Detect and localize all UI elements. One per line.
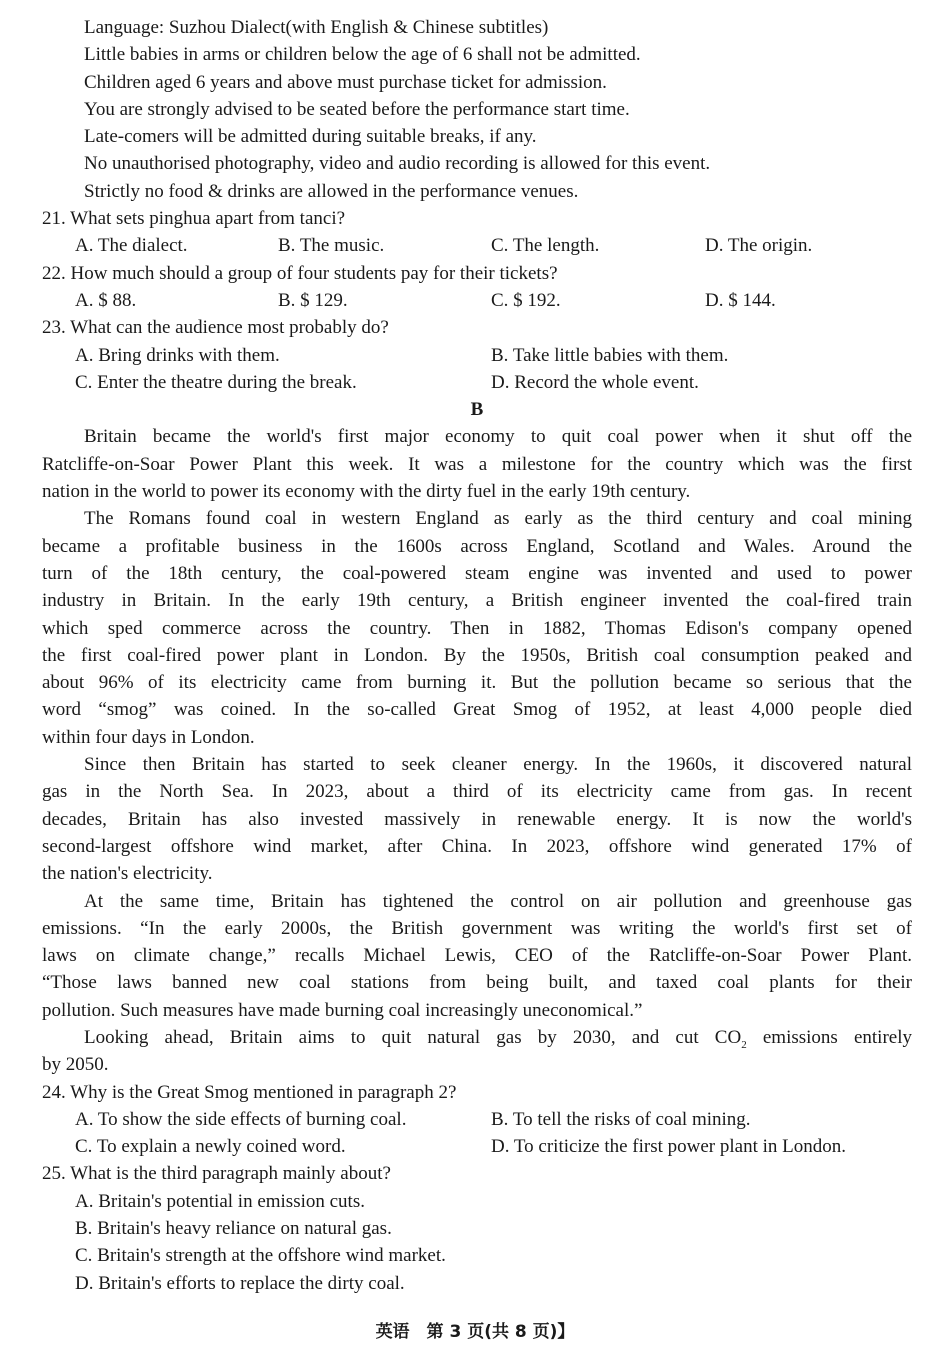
- passage-line: The Romans found coal in western England as early as the third century and coal mining: [84, 508, 912, 530]
- option-d: D. The origin.: [705, 235, 813, 257]
- option-c: C. The length.: [491, 235, 600, 257]
- passage-line: the first coal-fired power plant in London. By the 1950s, British coal consumption peaked and: [42, 644, 912, 666]
- passage-line: about 96% of its electricity came from burning it. But the pollution became so serious that the: [42, 672, 912, 694]
- passage-line: industry in Britain. In the early 19th century, a British engineer invented the coal-fired train: [42, 590, 912, 612]
- page-footer: 英语 第 3 页(共 8 页)】: [375, 1322, 575, 1342]
- question-24-options: [42, 1106, 912, 1133]
- passage-line: word “smog” was coined. In the so-called Great Smog of 1952, at least 4,000 people died: [42, 699, 912, 721]
- passage-line: nation in the world to power its economy with the dirty fuel in the early 19th century.: [42, 481, 691, 503]
- option-b: B. $ 129.: [278, 289, 348, 311]
- option-a: A. Britain's potential in emission cuts.: [75, 1190, 365, 1212]
- passage-line: “Those laws banned new coal stations from being built, and taxed coal plants for their: [42, 972, 912, 994]
- option-c: C. $ 192.: [491, 289, 561, 311]
- question-22-options: [42, 287, 912, 314]
- passage-line: Since then Britain has started to seek cleaner energy. In the 1960s, it discovered natural: [84, 754, 912, 776]
- passage-line: laws on climate change,” recalls Michael Lewis, CEO of the Ratcliffe-on-Soar Power Plant.: [42, 945, 912, 967]
- question-21-stem: 21. What sets pinghua apart from tanci?: [42, 208, 346, 230]
- option-a: A. The dialect.: [75, 235, 188, 257]
- option-a: A. To show the side effects of burning coal.: [75, 1108, 407, 1130]
- option-b: B. Britain's heavy reliance on natural gas.: [75, 1218, 392, 1240]
- info-line: You are strongly advised to be seated before the performance start time.: [84, 98, 630, 120]
- option-d: D. Britain's efforts to replace the dirty coal.: [75, 1272, 405, 1294]
- passage-line: turn of the 18th century, the coal-powered steam engine was invented and used to power: [42, 562, 912, 584]
- exam-page: [42, 14, 912, 1297]
- info-line: No unauthorised photography, video and audio recording is allowed for this event.: [84, 153, 711, 175]
- option-b: B. Take little babies with them.: [491, 344, 729, 366]
- question-22-stem: 22. How much should a group of four students pay for their tickets?: [42, 262, 558, 284]
- question-21-options: [42, 232, 912, 259]
- option-c: C. Britain's strength at the offshore wind market.: [75, 1245, 446, 1267]
- passage-line: pollution. Such measures have made burning coal increasingly uneconomical.”: [42, 999, 643, 1021]
- passage-line: decades, Britain has also invested massively in renewable energy. It is now the world's: [42, 808, 912, 830]
- passage-line-co2: [42, 1024, 912, 1051]
- section-heading: B: [470, 399, 484, 421]
- option-b: B. To tell the risks of coal mining.: [491, 1108, 751, 1130]
- co2-text-before: Looking ahead, Britain aims to quit natural gas by 2030, and cut CO: [84, 1026, 742, 1048]
- co2-subscript: 2: [741, 1038, 747, 1051]
- question-23-options: [42, 369, 912, 396]
- passage-line: Ratcliffe-on-Soar Power Plant this week. It was a milestone for the country which was the first: [42, 453, 912, 475]
- option-a: A. Bring drinks with them.: [75, 344, 280, 366]
- option-d: D. To criticize the first power plant in London.: [491, 1136, 847, 1158]
- passage-line: within four days in London.: [42, 726, 255, 748]
- passage-line: gas in the North Sea. In 2023, about a third of its electricity came from gas. In recent: [42, 781, 912, 803]
- passage-line: Britain became the world's first major economy to quit coal power when it shut off the: [84, 426, 912, 448]
- passage-line: became a profitable business in the 1600s across England, Scotland and Wales. Around the: [42, 535, 912, 557]
- passage-line: the nation's electricity.: [42, 863, 213, 885]
- option-a: A. $ 88.: [75, 289, 137, 311]
- passage-line: which sped commerce across the country. Then in 1882, Thomas Edison's company opened: [42, 617, 912, 639]
- passage-line: second-largest offshore wind market, after China. In 2023, offshore wind generated 17% of: [42, 835, 912, 857]
- question-25-stem: 25. What is the third paragraph mainly about?: [42, 1163, 391, 1185]
- info-line: Strictly no food & drinks are allowed in the performance venues.: [84, 180, 579, 202]
- info-line: Late-comers will be admitted during suitable breaks, if any.: [84, 126, 537, 148]
- passage-line: At the same time, Britain has tightened the control on air pollution and greenhouse gas: [84, 890, 912, 912]
- info-line: Children aged 6 years and above must purchase ticket for admission.: [84, 71, 607, 93]
- question-24-stem: 24. Why is the Great Smog mentioned in paragraph 2?: [42, 1081, 457, 1103]
- question-23-stem: 23. What can the audience most probably do?: [42, 317, 389, 339]
- passage-line: emissions. “In the early 2000s, the British government was writing the world's first set of: [42, 917, 912, 939]
- question-24-options: [42, 1133, 912, 1160]
- question-23-options: [42, 342, 912, 369]
- option-d: D. Record the whole event.: [491, 371, 699, 393]
- passage-line: by 2050.: [42, 1054, 109, 1076]
- option-c: C. To explain a newly coined word.: [75, 1136, 346, 1158]
- option-c: C. Enter the theatre during the break.: [75, 371, 357, 393]
- info-line: Little babies in arms or children below the age of 6 shall not be admitted.: [84, 44, 641, 66]
- info-line: Language: Suzhou Dialect(with English & Chinese subtitles): [84, 17, 549, 38]
- option-d: D. $ 144.: [705, 289, 776, 311]
- option-b: B. The music.: [278, 235, 385, 257]
- co2-text-after: emissions entirely: [746, 1026, 913, 1048]
